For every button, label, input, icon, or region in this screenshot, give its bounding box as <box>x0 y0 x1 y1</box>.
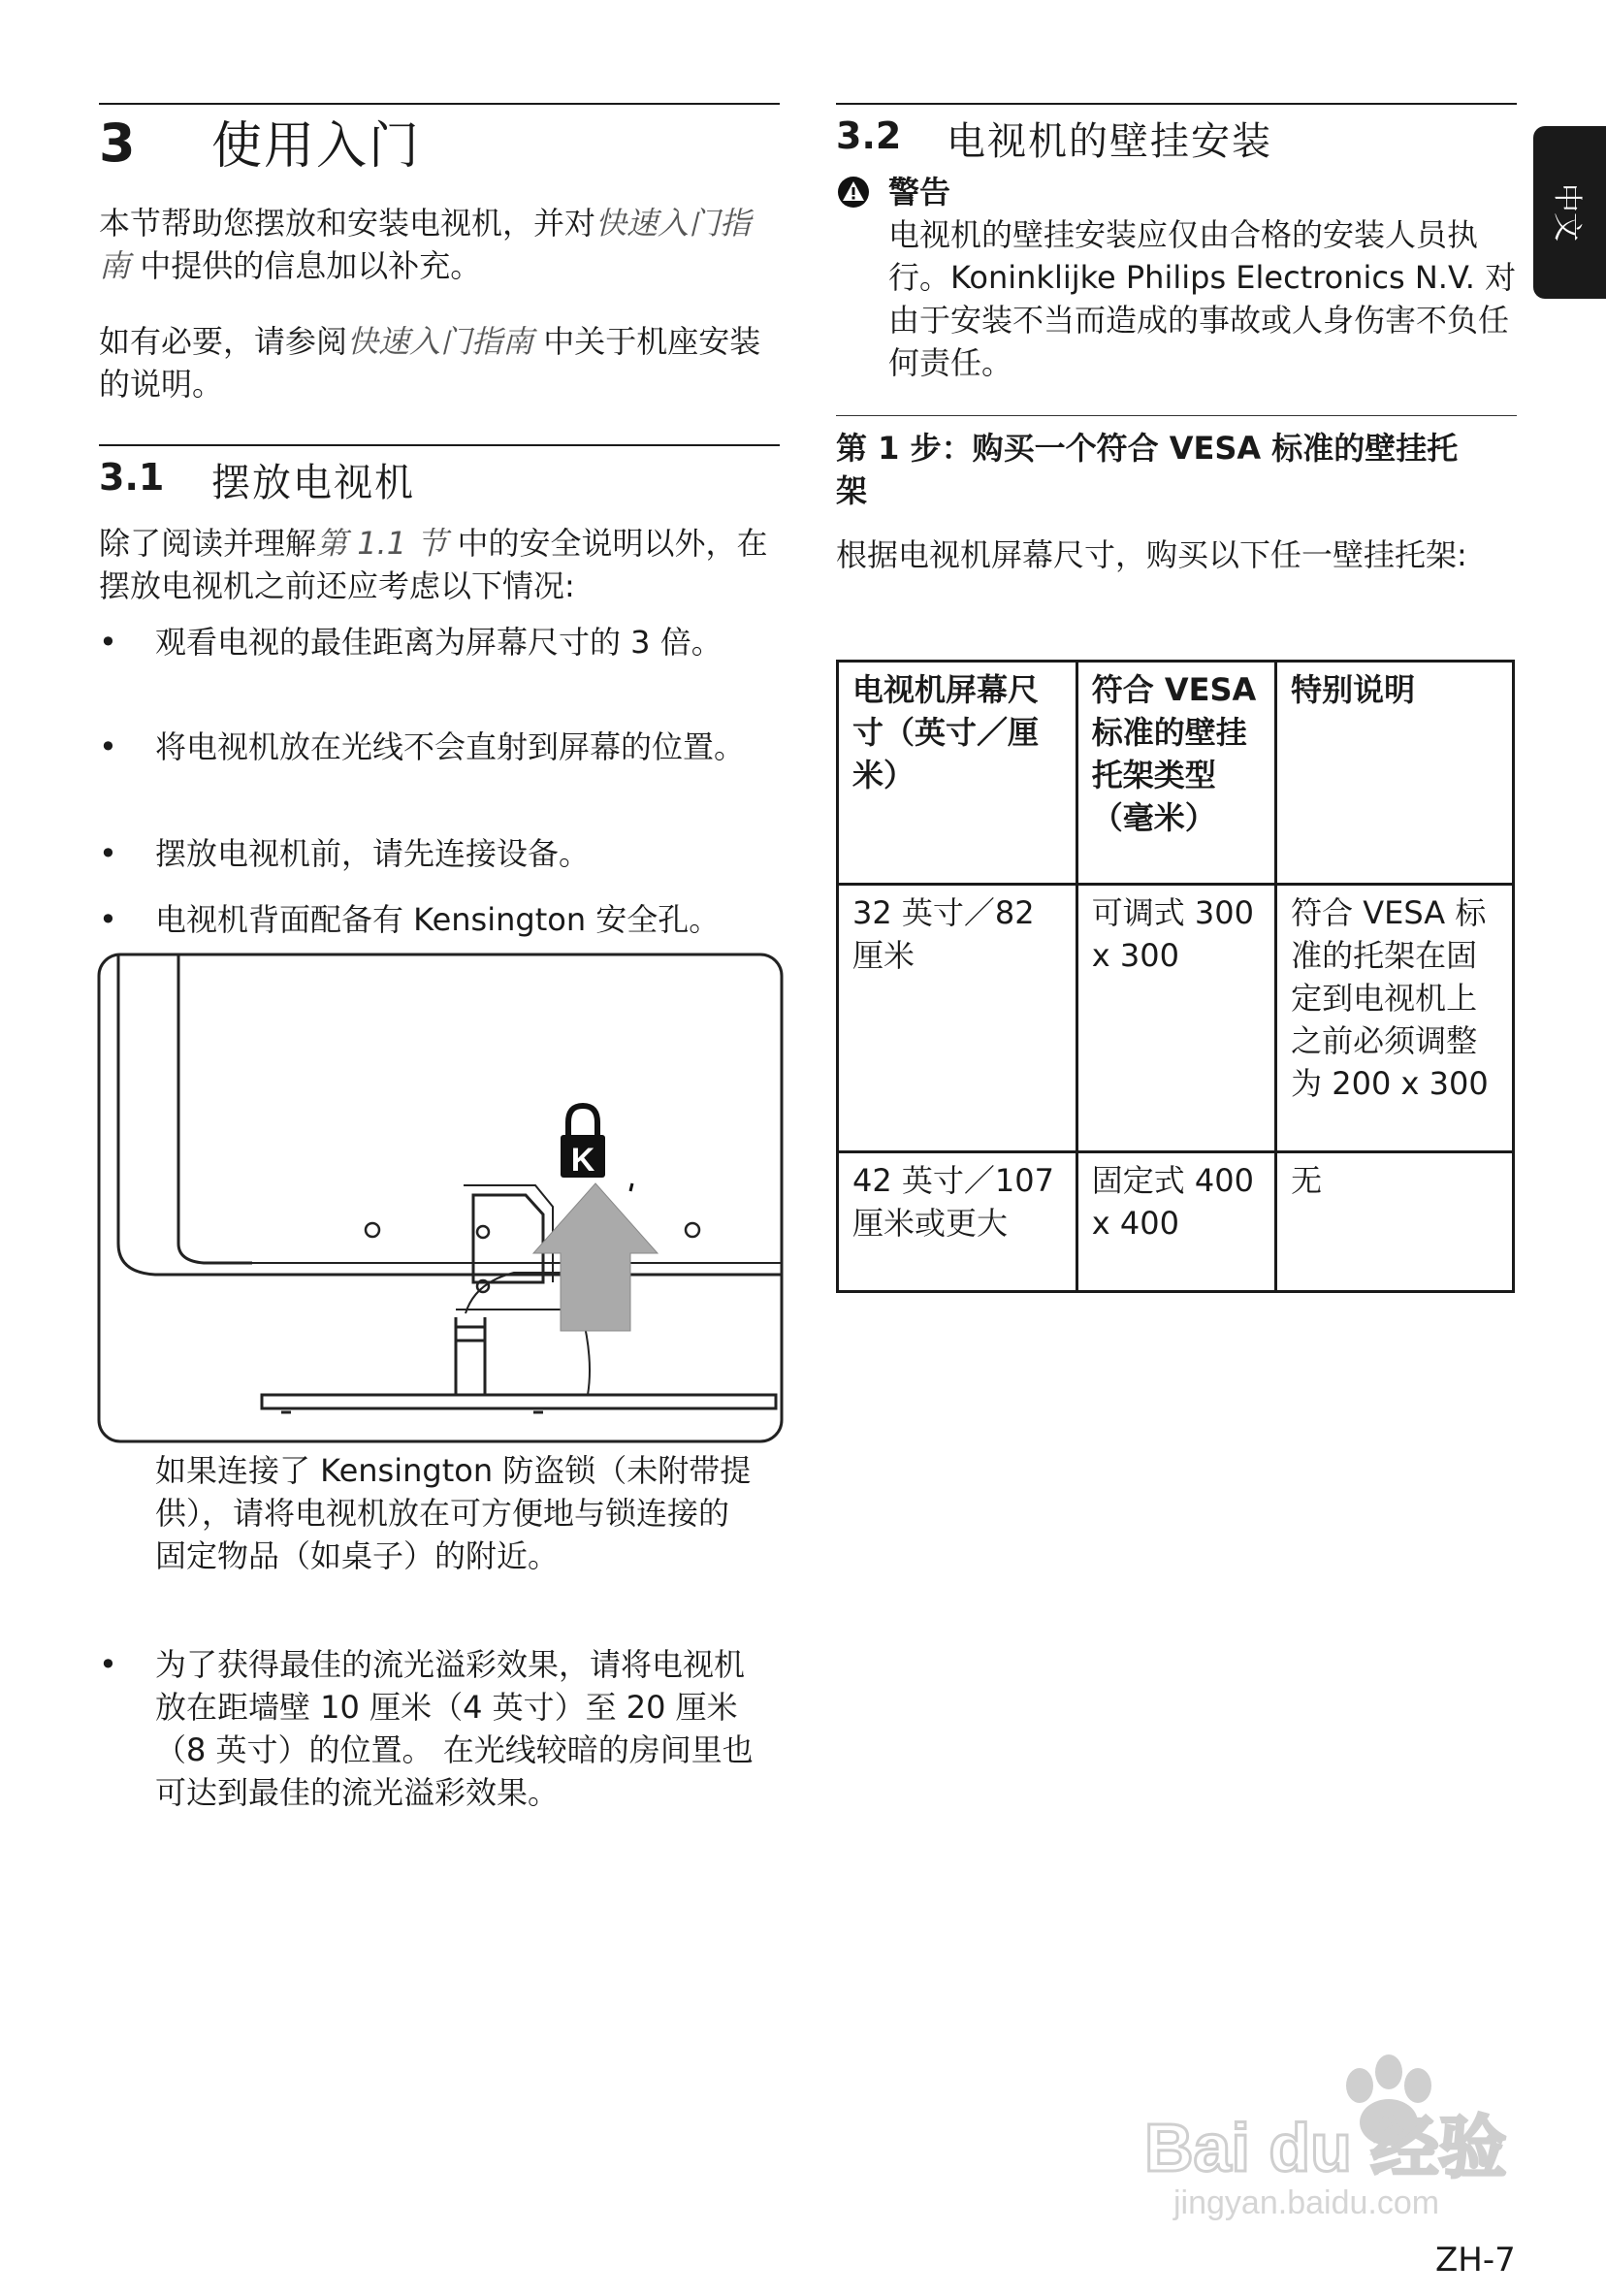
kensington-slot-illustration <box>97 953 786 1445</box>
watermark-url: jingyan.baidu.com <box>1173 2184 1440 2221</box>
bullet-dot: • <box>99 1646 117 1683</box>
bullet-dot: • <box>99 728 117 765</box>
bullet-text: 摆放电视机前，请先连接设备。 <box>155 835 591 872</box>
quick-start-guide-ref: 快速入门指南 <box>99 205 752 284</box>
intro-paragraph-1: 本节帮助您摆放和安装电视机，并对快速入门指南 中提供的信息加以补充。 <box>99 205 752 284</box>
kensington-lock-icon <box>561 1106 605 1179</box>
table-cell: 符合 VESA 标准的托架在固定到电视机上之前必须调整为 200 x 300 <box>1276 885 1514 1152</box>
section-3-2-title: 电视机的壁挂安装 <box>947 119 1272 164</box>
bullet-text: 为了获得最佳的流光溢彩效果，请将电视机放在距墙壁 10 厘米（4 英寸）至 20 厘米（8 英寸）的位置。 在光线较暗的房间里也可达到最佳的流光溢彩效果。 <box>155 1646 754 1811</box>
table-header-cell: 特别说明 <box>1276 662 1514 885</box>
table-cell: 无 <box>1276 1152 1514 1292</box>
kensington-note: 如果连接了 Kensington 防盗锁（未附带提供），请将电视机放在可方便地与锁连接的固定物品（如桌子）的附近。 <box>155 1452 752 1574</box>
table-cell: 固定式 400 x 400 <box>1076 1152 1275 1292</box>
bullet-text: 观看电视的最佳距离为屏幕尺寸的 3 倍。 <box>155 624 723 661</box>
table-header-cell: 电视机屏幕尺寸（英寸／厘米） <box>838 662 1077 885</box>
step-1-description: 根据电视机屏幕尺寸，购买以下任一壁挂托架: <box>836 536 1467 573</box>
bullet-text: 电视机背面配备有 Kensington 安全孔。 <box>155 901 721 938</box>
section-3-1-number: 3.1 <box>99 456 165 499</box>
table-header-cell: 符合 VESA 标准的壁挂托架类型（毫米） <box>1076 662 1275 885</box>
warning-text: 电视机的壁挂安装应仅由合格的安装人员执行。Koninklijke Philips Electronics N.V. 对由于安装不当而造成的事故或人身伤害不负任何责任。 <box>888 216 1517 381</box>
warning-label: 警告 <box>888 174 951 210</box>
quick-start-guide-ref: 快速入门指南 <box>347 323 534 360</box>
bullet-dot: • <box>99 901 117 938</box>
step-1-heading: 第 1 步：购买一个符合 VESA 标准的壁挂托架 <box>836 430 1459 509</box>
section-3-1-rule <box>99 444 780 446</box>
bullet-dot: • <box>99 835 117 872</box>
warning-icon <box>836 175 871 210</box>
svg-text:K: K <box>570 1142 595 1179</box>
language-tab <box>1533 126 1606 299</box>
section-ref: 第 1.1 节 <box>316 525 448 562</box>
table-cell: 可调式 300 x 300 <box>1076 885 1275 1152</box>
table-cell: 32 英寸／82 厘米 <box>838 885 1077 1152</box>
table-cell: 42 英寸／107 厘米或更大 <box>838 1152 1077 1292</box>
section-3-1-intro: 除了阅读并理解第 1.1 节 中的安全说明以外，在摆放电视机之前还应考虑以下情况: <box>99 525 768 604</box>
chapter-title: 使用入门 <box>211 117 422 176</box>
table-header-row <box>838 662 1514 885</box>
section-3-2-rule <box>836 103 1517 105</box>
table-row <box>838 1152 1514 1292</box>
table-row <box>838 885 1514 1152</box>
intro-paragraph-2: 如有必要，请参阅快速入门指南 中关于机座安装的说明。 <box>99 323 761 403</box>
chapter-number: 3 <box>99 113 136 174</box>
language-tab-label: 中文 <box>1549 183 1584 242</box>
baidu-jingyan-watermark <box>1135 2047 1513 2221</box>
chapter-top-rule <box>99 103 780 105</box>
page-number: ZH-7 <box>1435 2241 1516 2280</box>
vesa-bracket-table <box>836 660 1515 1293</box>
bullet-text: 将电视机放在光线不会直射到屏幕的位置。 <box>155 728 746 765</box>
watermark-brand: Bai du 经验 <box>1144 2110 1507 2185</box>
section-3-1-title: 摆放电视机 <box>211 461 415 505</box>
bullet-dot: • <box>99 624 117 661</box>
warning-bottom-rule <box>836 415 1517 416</box>
section-3-2-number: 3.2 <box>836 114 902 157</box>
